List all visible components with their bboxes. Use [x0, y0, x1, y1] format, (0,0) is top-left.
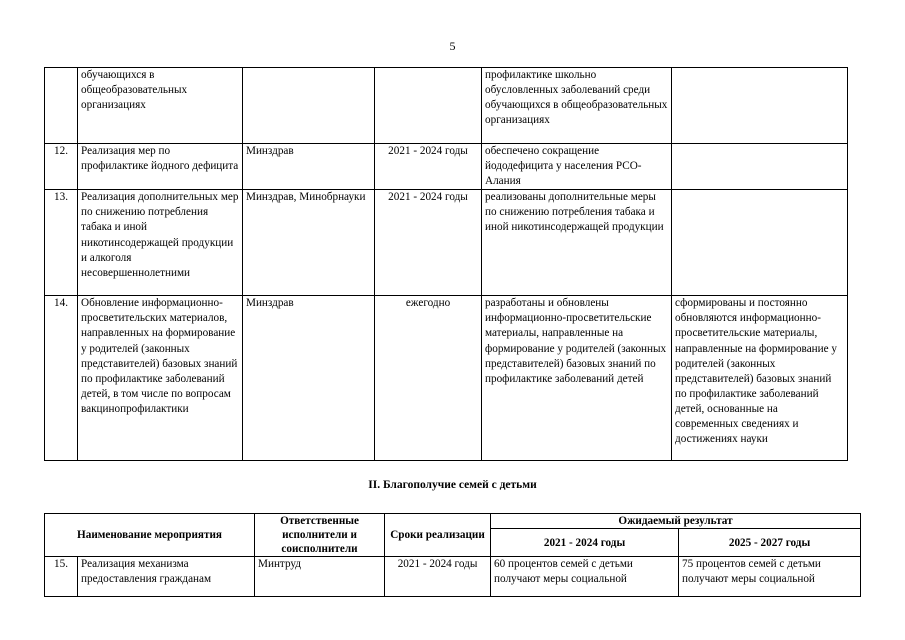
responsible-executors: Минздрав, Минобрнауки: [243, 190, 375, 296]
table-row: [45, 190, 848, 296]
measure-name: Реализация механизма предоставления гражданам: [78, 557, 255, 597]
expected-result-2025-2027: сформированы и постоянно обновляются информационно-просветительские материалы, направленные на формирование у родителей (законных представителей) базовых знаний по профилактике заболеваний детей, основанные на современных сведениях и достижениях науки: [672, 296, 848, 461]
measure-name: Обновление информационно-просветительских материалов, направленных на формирование у родителей (законных представителей) базовых знаний по профилактике заболеваний детей, в том числе по вопросам вакцинопрофилактики: [78, 296, 243, 461]
responsible-executors: Минздрав: [243, 144, 375, 190]
implementation-period: [375, 68, 482, 144]
implementation-period: 2021 - 2024 годы: [375, 190, 482, 296]
header-measure-name: Наименование мероприятия: [45, 514, 255, 557]
table-row: [45, 144, 848, 190]
header-period: Сроки реализации: [385, 514, 491, 557]
implementation-period: 2021 - 2024 годы: [375, 144, 482, 190]
responsible-executors: Минздрав: [243, 296, 375, 461]
row-number: [45, 68, 78, 144]
row-number: 14.: [45, 296, 78, 461]
expected-result-2021-2024: реализованы дополнительные меры по снижению потребления табака и иной никотинсодержащей продукции: [482, 190, 672, 296]
expected-result-2021-2024: профилактике школьно обусловленных заболеваний среди обучающихся в общеобразовательных организациях: [482, 68, 672, 144]
expected-result-2025-2027: [672, 68, 848, 144]
responsible-executors: Минтруд: [255, 557, 385, 597]
expected-result-2021-2024: 60 процентов семей с детьми получают меры социальной: [491, 557, 679, 597]
header-years-2025-2027: 2025 - 2027 годы: [679, 529, 861, 557]
header-expected-result: Ожидаемый результат: [491, 514, 861, 529]
expected-result-2025-2027: [672, 190, 848, 296]
header-years-2021-2024: 2021 - 2024 годы: [491, 529, 679, 557]
measure-name: Реализация дополнительных мер по снижению потребления табака и иной никотинсодержащей продукции и алкоголя несовершеннолетними: [78, 190, 243, 296]
row-number: 13.: [45, 190, 78, 296]
implementation-period: ежегодно: [375, 296, 482, 461]
expected-result-2021-2024: разработаны и обновлены информационно-просветительские материалы, направленные на формирование у родителей (законных представителей) базовых знаний по профилактике заболеваний детей: [482, 296, 672, 461]
section-heading: II. Благополучие семей с детьми: [368, 479, 537, 491]
measures-table-continuation: [44, 67, 848, 461]
measure-name: Реализация мер по профилактике йодного дефицита: [78, 144, 243, 190]
responsible-executors: [243, 68, 375, 144]
implementation-period: 2021 - 2024 годы: [385, 557, 491, 597]
table-header-row: [45, 514, 861, 529]
family-wellbeing-table: [44, 513, 861, 597]
table-row: [45, 296, 848, 461]
row-number: 15.: [45, 557, 78, 597]
table-row: [45, 557, 861, 597]
table-row: [45, 68, 848, 144]
expected-result-2025-2027: [672, 144, 848, 190]
expected-result-2025-2027: 75 процентов семей с детьми получают меры социальной: [679, 557, 861, 597]
page-number: 5: [449, 39, 456, 53]
row-number: 12.: [45, 144, 78, 190]
expected-result-2021-2024: обеспечено сокращение йододефицита у населения РСО-Алания: [482, 144, 672, 190]
measure-name: обучающихся в общеобразовательных организациях: [78, 68, 243, 144]
header-executors: Ответственные исполнители и соисполнители: [255, 514, 385, 557]
